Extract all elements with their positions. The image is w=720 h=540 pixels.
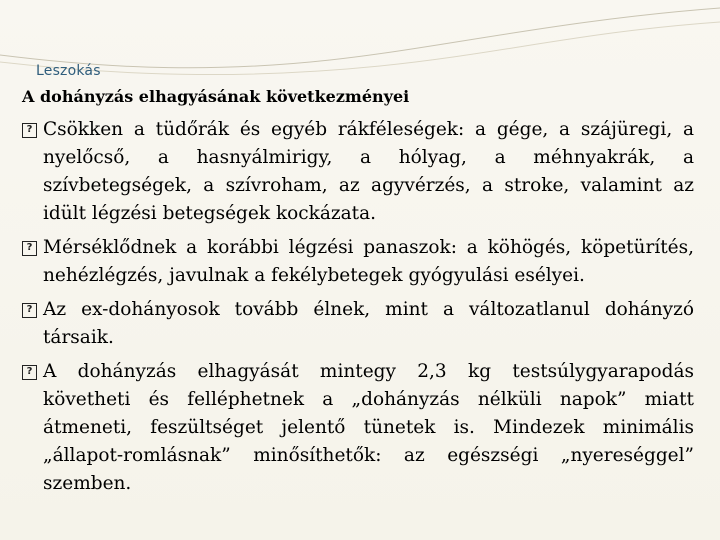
list-item bbox=[22, 234, 694, 290]
bullet-icon: ? bbox=[22, 303, 37, 318]
bullet-icon: ? bbox=[22, 241, 37, 256]
bullet-text: Csökken a tüdőrák és egyéb rákféleségek: a gége, a szájüregi, a nyelőcső, a hasnyálmirigy, a hólyag, a méhnyakrák, a szívbetegségek, a szívroham, az agyvérzés, a stroke, valamint az idült légzési betegségek kockázata. bbox=[43, 119, 694, 224]
bullet-icon: ? bbox=[22, 123, 37, 138]
bullet-text: Mérséklődnek a korábbi légzési panaszok: a köhögés, köpetürítés, nehézlégzés, javulnak a fekélybetegek gyógyulási esélyei. bbox=[43, 237, 694, 286]
list-item bbox=[22, 296, 694, 352]
list-item bbox=[22, 358, 694, 498]
decorative-curve bbox=[0, 0, 720, 90]
bullet-text: A dohányzás elhagyását mintegy 2,3 kg testsúlygyarapodás követheti és felléphetnek a „dohányzás nélküli napok” miatt átmeneti, feszültséget jelentő tünetek is. Mindezek minimális „állapot-romlásnak” minősíthetők: az egészségi „nyereséggel” szemben. bbox=[43, 361, 694, 494]
bullet-icon: ? bbox=[22, 365, 37, 380]
list-item bbox=[22, 116, 694, 228]
bullet-text: Az ex-dohányosok tovább élnek, mint a változatlanul dohányzó társaik. bbox=[43, 299, 694, 348]
slide-title: A dohányzás elhagyásának következményei bbox=[22, 87, 410, 106]
section-label: Leszokás bbox=[36, 63, 101, 79]
bullet-list bbox=[22, 116, 694, 504]
